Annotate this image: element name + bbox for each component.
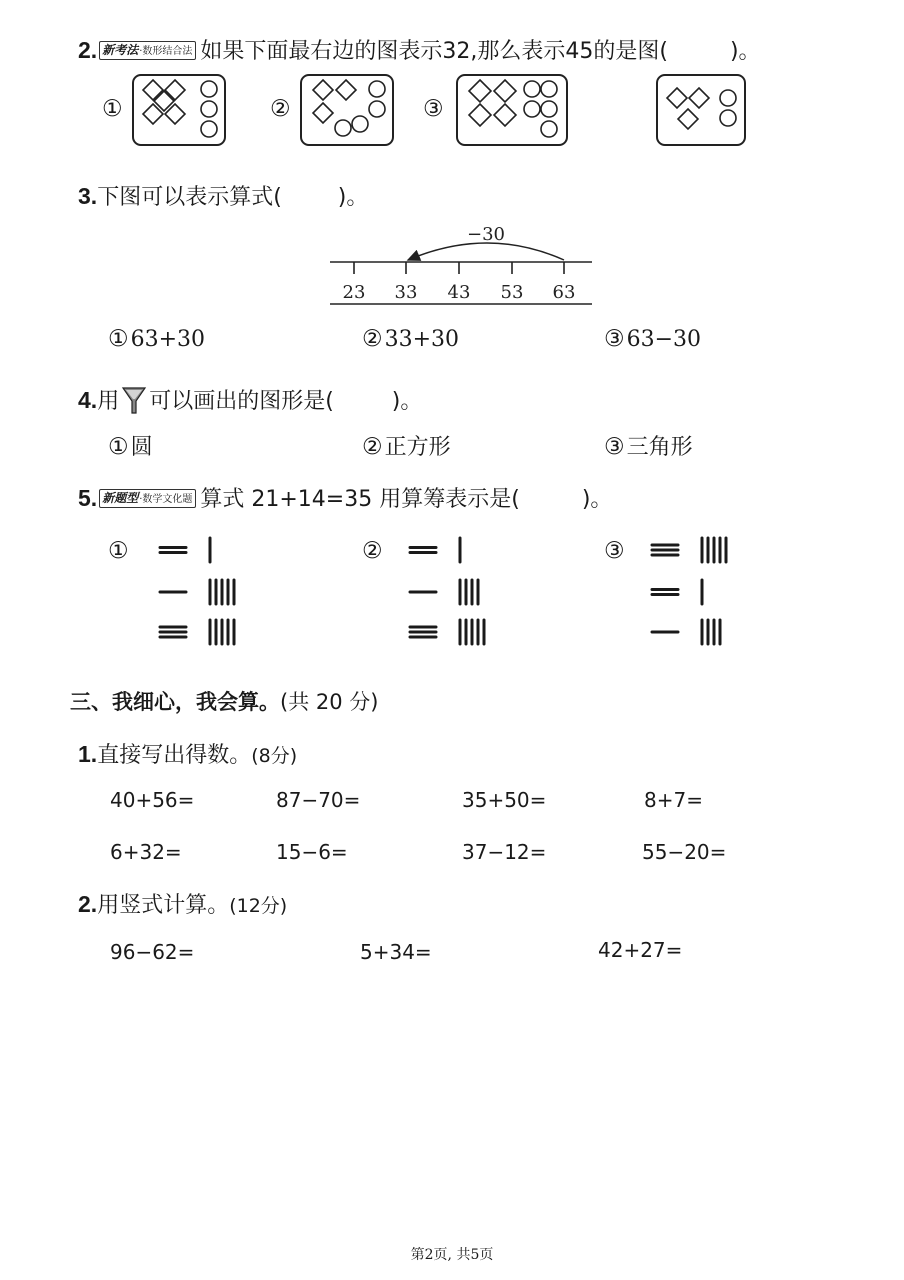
question-text: 算式 21+14=35 用算筹表示是(	[200, 487, 520, 512]
page-footer: 第2页, 共5页	[410, 1247, 494, 1263]
question-text-before: 用	[97, 389, 120, 414]
question-score: (12分)	[229, 895, 288, 917]
calc-item[interactable]: 8+7=	[644, 788, 703, 812]
q4-option-3[interactable]	[604, 430, 693, 461]
question-number: 4.	[78, 387, 98, 413]
question-tag	[99, 489, 196, 508]
diamonds-and-circles-figure	[658, 76, 744, 144]
section-3-heading	[70, 686, 378, 716]
q5-option-3-mark[interactable]: ③	[604, 538, 625, 564]
q3-option-3[interactable]	[604, 326, 701, 352]
question-text-after: 可以画出的图形是(	[149, 389, 334, 414]
q2-option-1-mark[interactable]: ①	[102, 96, 123, 122]
s3q1-stem	[78, 738, 297, 769]
option-mark: ③	[604, 434, 625, 460]
tick-label: 33	[394, 282, 418, 303]
question-number: 3.	[78, 183, 98, 209]
q5-stem	[78, 482, 612, 513]
option-mark: ②	[362, 434, 383, 460]
option-text: 63−30	[626, 327, 702, 352]
vertical-calc-item[interactable]: 96−62=	[110, 940, 195, 964]
tick-label: 23	[342, 282, 366, 303]
diamonds-and-circles-figure	[134, 76, 224, 144]
q2-figure-3	[456, 74, 568, 146]
q2-option-3-mark[interactable]: ③	[423, 96, 444, 122]
q2-figure-1	[132, 74, 226, 146]
q4-option-2[interactable]	[362, 430, 451, 461]
question-close: )。	[581, 487, 613, 512]
question-text: 直接写出得数。	[97, 743, 252, 768]
s3q2-stem	[78, 888, 287, 919]
counting-rods-option-1	[148, 530, 258, 660]
section-title: 三、我细心，我会算。	[70, 690, 280, 714]
option-text: 正方形	[384, 435, 451, 460]
tag-type: ·数学文化题	[139, 494, 193, 505]
question-close: )。	[337, 185, 369, 210]
q5-option-2-mark[interactable]: ②	[362, 538, 383, 564]
tick-label: 53	[500, 282, 524, 303]
calc-item[interactable]: 35+50=	[462, 788, 547, 812]
calc-item[interactable]: 6+32=	[110, 840, 182, 864]
q2-reference-figure	[656, 74, 746, 146]
q4-option-1[interactable]	[108, 430, 153, 461]
q3-stem	[78, 180, 368, 211]
option-mark: ①	[108, 326, 129, 352]
question-number: 2.	[78, 891, 98, 917]
question-close: )。	[391, 389, 423, 414]
option-text: 33+30	[384, 327, 460, 352]
calc-item[interactable]: 40+56=	[110, 788, 195, 812]
calc-item[interactable]: 15−6=	[276, 840, 348, 864]
tick-label: 63	[552, 282, 576, 303]
q2-option-2-mark[interactable]: ②	[270, 96, 291, 122]
question-text: 如果下面最右边的图表示32,那么表示45的是图(	[200, 39, 668, 64]
question-number: 5.	[78, 485, 98, 511]
question-tag	[99, 41, 196, 60]
q4-stem	[78, 384, 422, 415]
diamonds-and-circles-figure	[458, 76, 566, 144]
calc-item[interactable]: 55−20=	[642, 840, 727, 864]
vertical-calc-item[interactable]: 42+27=	[598, 938, 683, 962]
calc-item[interactable]: 37−12=	[462, 840, 547, 864]
diamonds-and-circles-figure	[302, 76, 392, 144]
tag-type: ·数形结合法	[139, 46, 193, 57]
tick-label: 43	[447, 282, 471, 303]
vertical-calc-item[interactable]: 5+34=	[360, 940, 432, 964]
funnel-icon	[121, 385, 147, 415]
question-number: 1.	[78, 741, 98, 767]
tag-new: 新题型	[102, 491, 139, 505]
option-text: 三角形	[626, 435, 693, 460]
q3-option-1[interactable]	[108, 326, 205, 352]
option-mark: ②	[362, 326, 383, 352]
question-text: 用竖式计算。	[97, 893, 230, 918]
tag-new: 新考法	[102, 43, 139, 57]
counting-rods-option-3	[640, 530, 770, 660]
option-text: 圆	[130, 435, 153, 460]
q2-stem	[78, 34, 761, 65]
section-score: (共 20 分)	[280, 690, 379, 714]
q5-option-1-mark[interactable]: ①	[108, 538, 129, 564]
question-close: )。	[729, 39, 761, 64]
q2-figure-2	[300, 74, 394, 146]
arc-label: −30	[467, 224, 505, 245]
number-line	[320, 216, 600, 308]
option-text: 63+30	[130, 327, 206, 352]
calc-item[interactable]: 87−70=	[276, 788, 361, 812]
question-score: (8分)	[251, 745, 298, 767]
jump-arrow	[408, 243, 564, 260]
question-number: 2.	[78, 37, 98, 63]
q3-option-2[interactable]	[362, 326, 459, 352]
question-text: 下图可以表示算式(	[97, 185, 282, 210]
option-mark: ①	[108, 434, 129, 460]
counting-rods-option-2	[398, 530, 518, 660]
option-mark: ③	[604, 326, 625, 352]
